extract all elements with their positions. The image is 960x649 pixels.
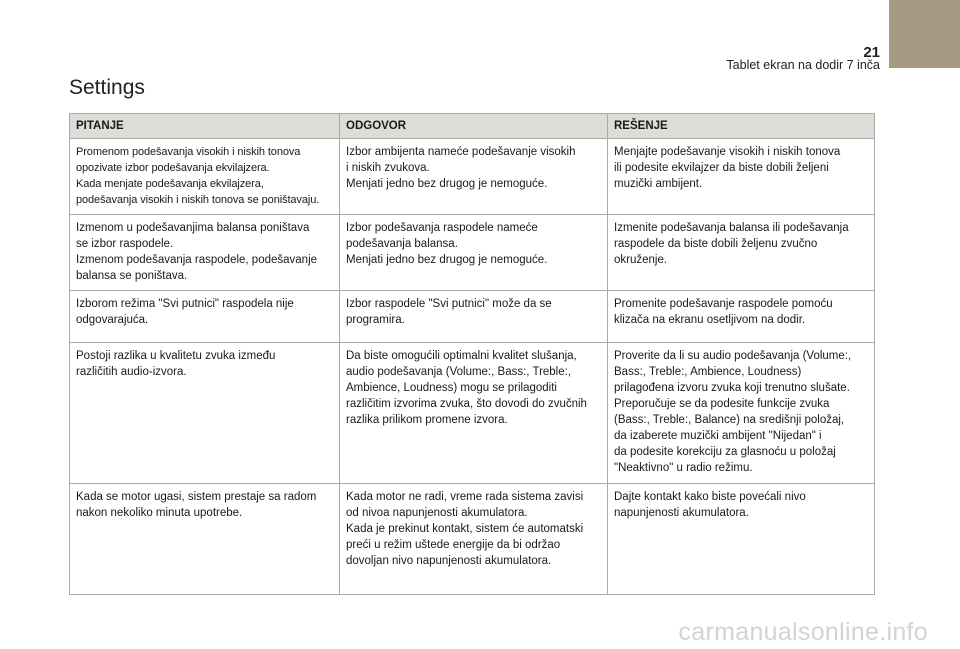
cell-line: Izmenite podešavanja balansa ili podešavanja [614, 222, 849, 234]
question-cell [70, 291, 340, 343]
cell-line: odgovarajuća. [76, 314, 149, 326]
cell-line: Preporučuje se da podesite funkcije zvuka [614, 398, 830, 410]
faq-table [69, 113, 875, 595]
cell-line: Da biste omogućili optimalni kvalitet slušanja, [346, 350, 577, 362]
chapter-title: Tablet ekran na dodir 7 inča [726, 58, 880, 72]
cell-line: Dajte kontakt kako biste povećali nivo [614, 491, 806, 503]
cell-line: nakon nekoliko minuta upotrebe. [76, 507, 243, 519]
question-cell [70, 139, 340, 215]
cell-line: balansa se poništava. [76, 270, 188, 282]
table-row [70, 484, 875, 595]
answer-cell [340, 484, 608, 595]
cell-line: Proverite da li su audio podešavanja (Volume:, [614, 350, 852, 362]
column-header-solution: REŠENJE [608, 114, 875, 139]
cell-line: Izmenom podešavanja raspodele, podešavanje [76, 254, 318, 266]
watermark[interactable]: carmanualsonline.info [678, 618, 928, 646]
cell-line: da izaberete muzički ambijent "Nijedan" i [614, 430, 822, 442]
cell-line: Izbor ambijenta nameće podešavanje visokih [346, 146, 576, 158]
column-header-question: PITANJE [70, 114, 340, 139]
cell-line: Izbor podešavanja raspodele nameće [346, 222, 538, 234]
cell-line: ili podesite ekvilajzer da biste dobili željeni [614, 162, 829, 174]
cell-line: da podesite korekciju za glasnoću u položaj [614, 446, 836, 458]
solution-cell [608, 139, 875, 215]
cell-line: Promenite podešavanje raspodele pomoću [614, 298, 833, 310]
cell-line: i niskih zvukova. [346, 162, 430, 174]
section-title: Settings [69, 76, 145, 99]
cell-line: prilagođena izvoru zvuka koji trenutno slušate. [614, 382, 850, 394]
table-row [70, 215, 875, 291]
cell-line: Kada motor ne radi, vreme rada sistema zavisi [346, 491, 584, 503]
cell-line: Ambience, Loudness) mogu se prilagoditi [346, 382, 557, 394]
cell-line: podešavanja balansa. [346, 238, 458, 250]
question-cell [70, 343, 340, 484]
solution-cell [608, 484, 875, 595]
answer-cell [340, 343, 608, 484]
solution-cell [608, 291, 875, 343]
cell-line: se izbor raspodele. [76, 238, 174, 250]
cell-line: Promenom podešavanja visokih i niskih tonova [76, 146, 301, 158]
cell-line: različitih audio-izvora. [76, 366, 187, 378]
cell-line: Izmenom u podešavanjima balansa poništava [76, 222, 310, 234]
cell-line: raspodele da biste dobili željenu zvučno [614, 238, 818, 250]
cell-line: Kada je prekinut kontakt, sistem će automatski [346, 523, 584, 535]
answer-cell [340, 291, 608, 343]
solution-cell [608, 343, 875, 484]
cell-line: Postoji razlika u kvalitetu zvuka između [76, 350, 276, 362]
cell-line: različitim izvorima zvuka, što dovodi do zvučnih [346, 398, 587, 410]
cell-line: Izbor raspodele "Svi putnici" može da se [346, 298, 552, 310]
question-cell [70, 484, 340, 595]
table-header-row [70, 114, 875, 139]
cell-line: Kada menjate podešavanja ekvilajzera, [76, 178, 264, 190]
cell-line: Menjati jedno bez drugog je nemoguće. [346, 178, 548, 190]
page-number: 21 [863, 44, 880, 61]
cell-line: od nivoa napunjenosti akumulatora. [346, 507, 528, 519]
cell-line: (Bass:, Treble:, Balance) na središnji položaj, [614, 414, 845, 426]
cell-line: Menjajte podešavanje visokih i niskih tonova [614, 146, 841, 158]
cell-line: okruženje. [614, 254, 668, 266]
cell-line: Menjati jedno bez drugog je nemoguće. [346, 254, 548, 266]
cell-line: opozivate izbor podešavanja ekvilajzera. [76, 162, 270, 174]
cell-line: Kada se motor ugasi, sistem prestaje sa radom [76, 491, 317, 503]
table-row [70, 343, 875, 484]
cell-line: audio podešavanja (Volume:, Bass:, Treble:, [346, 366, 572, 378]
answer-cell [340, 215, 608, 291]
column-header-answer: ODGOVOR [340, 114, 608, 139]
cell-line: Bass:, Treble:, Ambience, Loudness) [614, 366, 802, 378]
answer-cell [340, 139, 608, 215]
cell-line: razlika prilikom promene izvora. [346, 414, 508, 426]
solution-cell [608, 215, 875, 291]
cell-line: napunjenosti akumulatora. [614, 507, 749, 519]
cell-line: klizača na ekranu osetljivom na dodir. [614, 314, 806, 326]
question-cell [70, 215, 340, 291]
corner-tab [889, 0, 960, 68]
cell-line: programira. [346, 314, 405, 326]
cell-line: dovoljan nivo napunjenosti akumulatora. [346, 555, 552, 567]
table-row [70, 291, 875, 343]
cell-line: muzički ambijent. [614, 178, 703, 190]
cell-line: Izborom režima "Svi putnici" raspodela nije [76, 298, 294, 310]
cell-line: preći u režim uštede energije da bi održao [346, 539, 561, 551]
table-row [70, 139, 875, 215]
cell-line: podešavanja visokih i niskih tonova se poništavaju. [76, 194, 320, 206]
cell-line: "Neaktivno" u radio režimu. [614, 462, 753, 474]
